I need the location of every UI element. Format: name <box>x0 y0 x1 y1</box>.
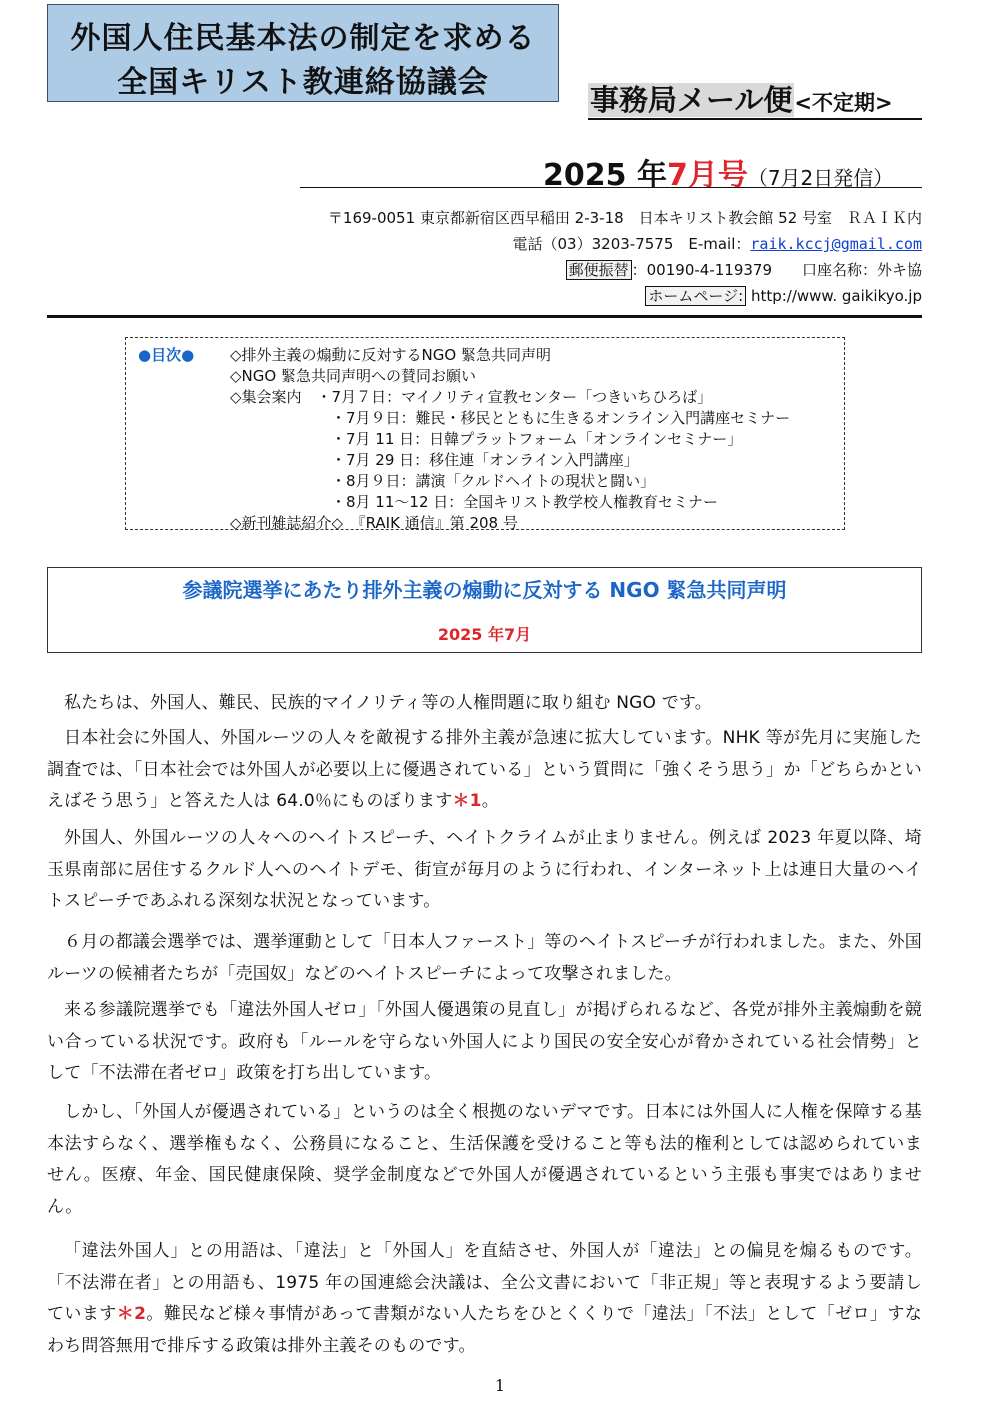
body-paragraph-4: ６月の都議会選挙では、選挙運動として「日本人ファースト」等のヘイトスピーチが行われました。また、外国ルーツの候補者たちが「売国奴」などのヘイトスピーチによって攻撃されました。 <box>47 932 922 984</box>
toc-item: ・7月 11 日：日韓プラットフォーム「オンラインセミナー」 <box>331 430 743 448</box>
email-link[interactable]: raik.kccj@gmail.com <box>750 235 922 253</box>
toc-item: ・7月９日：難民・移民とともに生きるオンライン入門講座セミナー <box>331 409 791 427</box>
body-paragraph-7 <box>47 1236 922 1362</box>
toc-item: ◇新刊雑誌紹介◇ 『RAIK 通信』第 208 号 <box>230 514 518 532</box>
homepage-label: ホームページ: <box>645 286 746 306</box>
table-of-contents <box>125 337 845 530</box>
phone-email-line <box>513 233 922 254</box>
toc-item: ◇NGO 緊急共同声明への賛同お願い <box>230 367 476 385</box>
toc-item: ◇集会案内 ・7月７日：マイノリティ宣教センター「つきいちひろば」 <box>230 388 713 406</box>
body-paragraph-2 <box>47 723 922 818</box>
header-divider <box>47 315 922 318</box>
issue-year: 2025 年 <box>543 158 667 193</box>
newsletter-title-rule <box>588 118 922 120</box>
paragraph-text: 日本社会に外国人、外国ルーツの人々を敵視する排外主義が急速に拡大しています。NHK 等が先月に実施した調査では、「日本社会では外国人が必要以上に優遇されている」という質問に「強くそう思う」か「どちらかといえばそう思う」と答えた人は 64.0％にものぼります <box>47 728 922 811</box>
toc-item: ・8月９日：講演「クルドヘイトの現状と闘い」 <box>331 472 656 490</box>
body-paragraph-5: 来る参議院選挙でも「違法外国人ゼロ」「外国人優遇策の見直し」が掲げられるなど、各党が排外主義煽動を競い合っている状況です。政府も「ルールを守らない外国人により国民の安全安心が脅かされている社会情勢」として「不法滞在者ゼロ」政策を打ち出しています。 <box>47 1000 922 1083</box>
paragraph-text: 。難民など様々事情があって書類がない人たちをひとくくりで「違法」「不法」として「ゼロ」すなわち問答無用で排斥する政策は排外主義そのものです。 <box>47 1304 922 1356</box>
newsletter-frequency: <不定期> <box>794 91 893 115</box>
body-paragraph-3: 外国人、外国ルーツの人々へのヘイトスピーチ、ヘイトクライムが止まりません。例えば 2023 年夏以降、埼玉県南部に居住するクルド人へのヘイトデモ、街宣が毎月のように行われ、インターネット上は連日大量のヘイトスピーチであふれる深刻な状況となっています。 <box>47 828 922 911</box>
phone-label: 電話（03）3203-7575 E-mail： <box>512 235 751 253</box>
paragraph-text: 「違法外国人」との用語は、「違法」と「外国人」を直結させ、外国人が「違法」との偏見を煽るものです。「不法滞在者」との用語も、1975 年の国連総会決議は、全公文書において「非正規」等と表現するよう要請しています <box>47 1241 922 1324</box>
toc-item: ◇排外主義の煽動に反対するNGO 緊急共同声明 <box>230 346 551 364</box>
body-paragraph-6: しかし、「外国人が優遇されている」というのは全く根拠のないデマです。日本には外国人に人権を保障する基本法すらなく、選挙権もなく、公務員になること、生活保護を受けること等も法的権利としては認められていません。医療、年金、国民健康保険、奨学金制度などで外国人が優遇されているという主張も事実ではありません。 <box>47 1102 922 1217</box>
organization-title-line2: 全国キリスト教連絡協議会 <box>117 65 489 100</box>
footnote-marker-1: ＊1 <box>452 791 482 811</box>
toc-item: ・7月 29 日：移住連「オンライン入門講座」 <box>331 451 639 469</box>
body-paragraph-1: 私たちは、外国人、難民、民族的マイノリティ等の人権問題に取り組む NGO です。 <box>64 693 712 713</box>
postal-address: 〒169-0051 東京都新宿区西早稲田 2-3-18 日本キリスト教会館 52 号室 ＲＡＩＫ内 <box>327 209 922 227</box>
toc-item: ・8月 11～12 日：全国キリスト教学校人権教育セミナー <box>331 493 718 511</box>
issue-rule <box>300 187 922 188</box>
paragraph-text: 。 <box>481 791 499 811</box>
toc-label: ●目次● <box>138 346 195 364</box>
homepage-line <box>645 285 922 306</box>
postal-transfer-label: 郵便振替 <box>566 260 632 280</box>
issue-sent-date: （7月2日発信） <box>747 166 894 190</box>
statement-date: 2025 年7月 <box>437 625 532 644</box>
statement-title: 参議院選挙にあたり排外主義の煽動に反対する NGO 緊急共同声明 <box>182 578 787 602</box>
statement-heading-box <box>47 567 922 653</box>
issue-month: 7月号 <box>666 158 748 193</box>
organization-title-line1: 外国人住民基本法の制定を求める <box>70 21 536 56</box>
organization-title-box <box>47 4 559 102</box>
newsletter-title <box>588 78 893 119</box>
homepage-link[interactable]: http://www. gaikikyo.jp <box>746 287 922 305</box>
footnote-marker-2: ＊2 <box>116 1304 147 1324</box>
newsletter-name: 事務局メール便 <box>590 83 793 117</box>
postal-transfer-value: ：00190-4-119379 口座名称：外キ協 <box>631 261 922 279</box>
page-number: 1 <box>494 1376 506 1395</box>
postal-transfer-line <box>566 259 922 280</box>
